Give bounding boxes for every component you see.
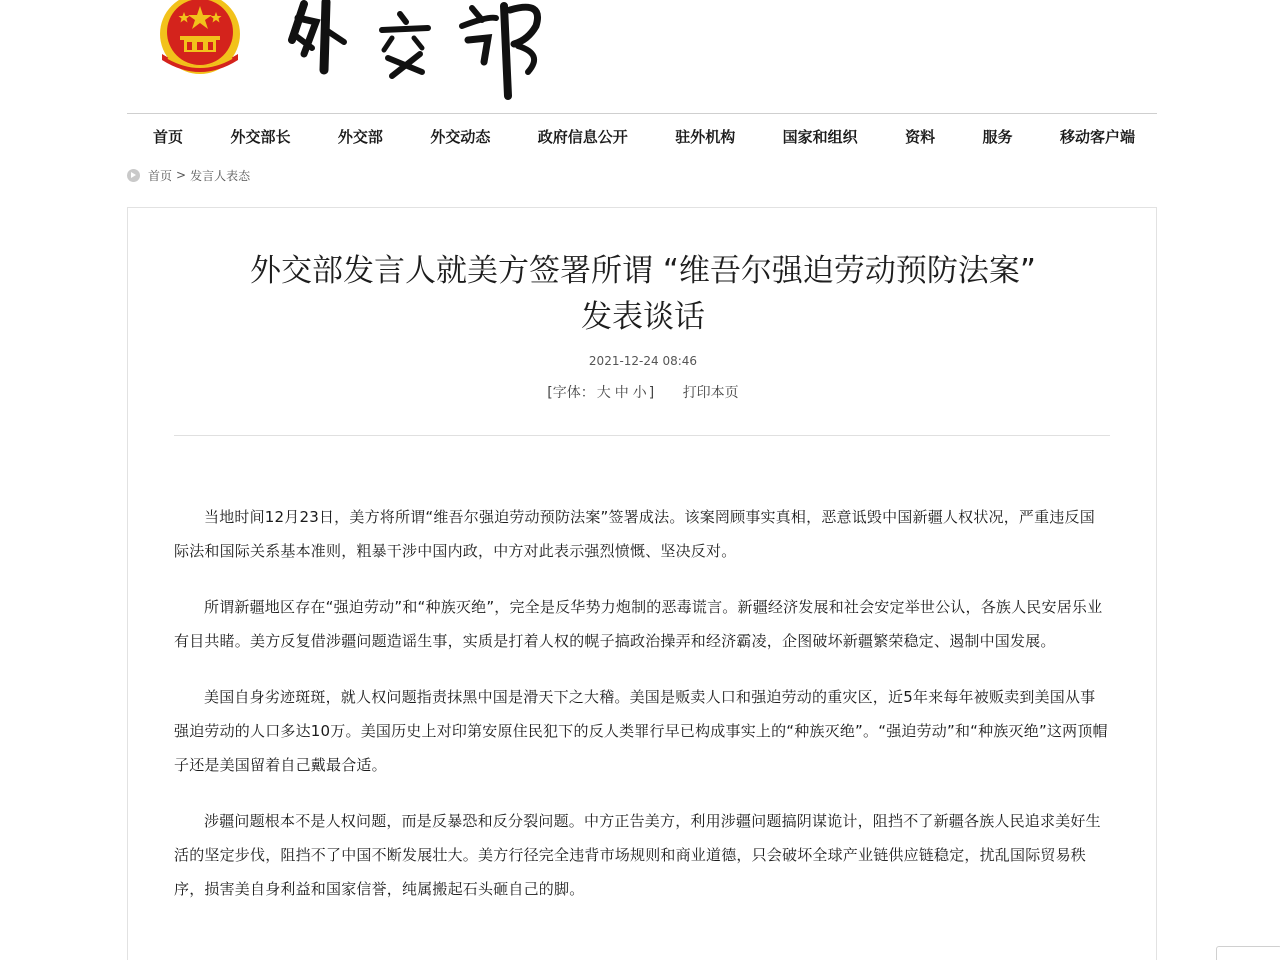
article-paragraph-4: 涉疆问题根本不是人权问题，而是反暴恐和反分裂问题。中方正告美方，利用涉疆问题搞阴谋诡计，阻挡不了新疆各族人民追求美好生活的坚定步伐，阻挡不了中国不断发展壮大。美方行径完全违背市场规则和商业道德，只会破坏全球产业链供应链稳定，扰乱国际贸易秩序，损害美自身利益和国家信誉，纯属搬起石头砸自己的脚。: [174, 812, 1101, 898]
nav-item-resources[interactable]: 资料: [905, 127, 936, 146]
breadcrumb-home-link[interactable]: 首页: [148, 168, 173, 183]
article-paragraph-2: 所谓新疆地区存在“强迫劳动”和“种族灭绝”，完全是反华势力炮制的恶毒谎言。新疆经济发展和社会安定举世公认，各族人民安居乐业有目共睹。美方反复借涉疆问题造谣生事，实质是打着人权的幌子搞政治操弄和经济霸凌，企图破坏新疆繁荣稳定、遏制中国发展。: [174, 598, 1103, 650]
font-size-label: [字体：: [547, 385, 595, 401]
print-page-link[interactable]: 打印本页: [682, 385, 739, 401]
font-size-large-button[interactable]: 大: [596, 385, 611, 401]
article-card: [127, 207, 1157, 960]
article-divider: [174, 435, 1110, 436]
article-paragraph-1: 当地时间12月23日，美方将所谓“维吾尔强迫劳动预防法案”签署成法。该案罔顾事实真相，恶意诋毁中国新疆人权状况，严重违反国际法和国际关系基本准则，粗暴干涉中国内政，中方对此表示强烈愤慨、坚决反对。: [174, 508, 1095, 560]
nav-item-ministry[interactable]: 外交部: [337, 127, 383, 146]
publish-date: 2021-12-24 08:46: [588, 354, 698, 368]
font-size-switch: [547, 385, 654, 401]
article-body: [174, 500, 1110, 928]
nav-item-missions-overseas[interactable]: 驻外机构: [675, 127, 736, 146]
nav-item-mobile-client[interactable]: 移动客户端: [1059, 127, 1135, 146]
nav-item-diplomatic-news[interactable]: 外交动态: [430, 127, 491, 146]
breadcrumb-current-link[interactable]: 发言人表态: [190, 168, 251, 183]
nav-item-countries-organizations[interactable]: 国家和组织: [782, 127, 858, 146]
article-tools: [128, 382, 1158, 402]
article-paragraph-3: 美国自身劣迹斑斑，就人权问题指责抹黑中国是滑天下之大稽。美国是贩卖人口和强迫劳动的重灾区，近5年来每年被贩卖到美国从事强迫劳动的人口多达10万。美国历史上对印第安原住民犯下的反人类罪行早已构成事实上的“种族灭绝”。“强迫劳动”和“种族灭绝”这两顶帽子还是美国留着自己戴最合适。: [174, 688, 1108, 774]
font-size-small-button[interactable]: 小: [632, 385, 647, 401]
breadcrumb: [127, 166, 250, 184]
nav-item-home[interactable]: 首页: [153, 127, 184, 146]
font-size-medium-button[interactable]: 中: [614, 385, 629, 401]
site-header: [0, 0, 1280, 110]
breadcrumb-separator: >: [176, 168, 187, 182]
breadcrumb-arrow-icon: [127, 169, 140, 182]
national-emblem-icon[interactable]: [154, 0, 246, 78]
article-title: [128, 248, 1158, 340]
main-nav: [127, 114, 1157, 158]
font-size-close-bracket: ]: [648, 385, 655, 401]
calligraphy-logo[interactable]: [282, 0, 557, 102]
nav-item-services[interactable]: 服务: [982, 127, 1013, 146]
article-title-line-2: 发表谈话: [581, 299, 705, 335]
nav-item-government-info[interactable]: 政府信息公开: [537, 127, 628, 146]
nav-item-minister[interactable]: 外交部长: [230, 127, 291, 146]
floating-corner-widget[interactable]: [1216, 946, 1280, 960]
article-title-line-1: 外交部发言人就美方签署所谓 “维吾尔强迫劳动预防法案”: [250, 253, 1036, 289]
